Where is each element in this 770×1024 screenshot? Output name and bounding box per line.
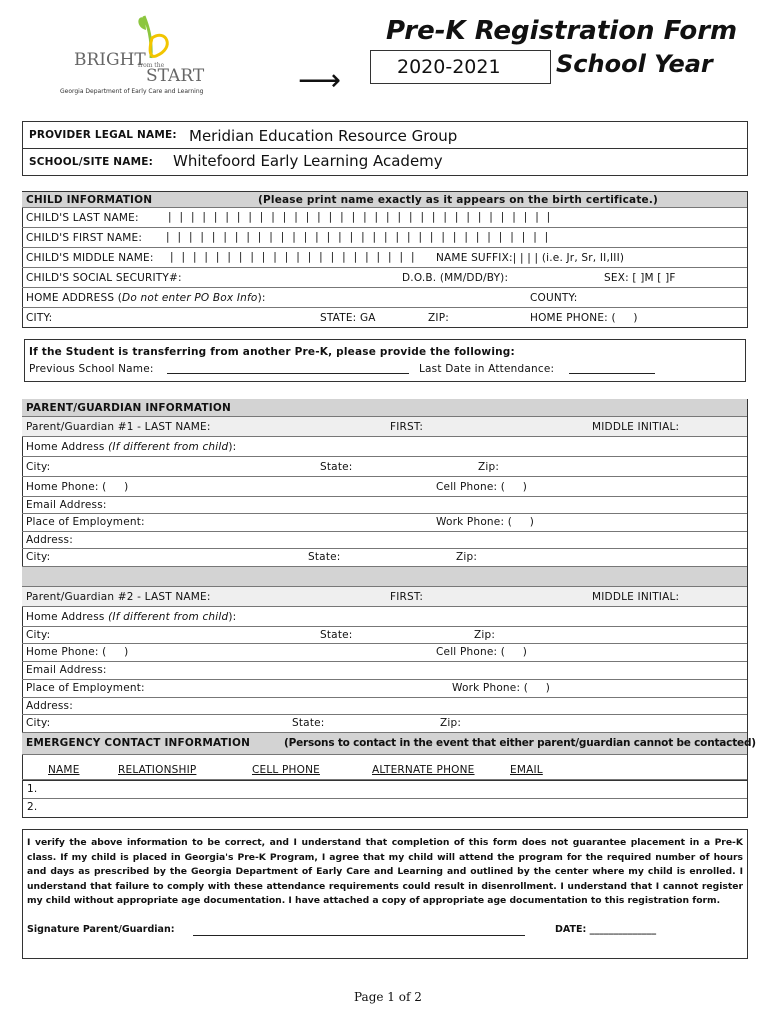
col-email: EMAIL xyxy=(510,764,543,776)
logo-bright: BRIGHT xyxy=(74,50,146,70)
child-ssn-row[interactable]: CHILD'S SOCIAL SECURITY#: D.O.B. (MM/DD/BY): SEX: [ ]M [ ]F xyxy=(22,268,747,288)
state-field: STATE: GA xyxy=(320,312,376,324)
guardian1-employment-row[interactable]: Place of Employment: Work Phone: ( ) xyxy=(22,514,747,532)
guardian1-address-row[interactable]: Home Address (If different from child): xyxy=(22,437,747,457)
signature-date[interactable]: DATE: ______________ xyxy=(555,924,657,935)
transfer-section: If the Student is transferring from another Pre-K, please provide the following: Previous School Name: Last Date in Attendance: xyxy=(24,339,746,382)
guardian1-city-row[interactable]: City: State: Zip: xyxy=(22,457,747,477)
signature-input[interactable] xyxy=(193,935,525,936)
child-header: CHILD INFORMATION (Please print name exactly as it appears on the birth certificate.) xyxy=(22,191,747,208)
guardian2-name-row[interactable]: Parent/Guardian #2 - LAST NAME: FIRST: MIDDLE INITIAL: xyxy=(22,587,747,607)
child-first-name-row[interactable]: CHILD'S FIRST NAME: | | | | | | | | | | | | | | | | | | | | | | | | | | | | | | | | | | xyxy=(22,228,747,248)
guardian1-email-row[interactable]: Email Address: xyxy=(22,497,747,514)
middle-name-boxes[interactable]: | | | | | | | | | | | | | | | | | | | | | | xyxy=(170,251,417,263)
child-middle-name-row[interactable]: CHILD'S MIDDLE NAME: | | | | | | | | | | | | | | | | | | | | | | NAME SUFFIX:| | | | (i.e. Jr, Sr, II,III) xyxy=(22,248,747,268)
site-name-label: SCHOOL/SITE NAME: xyxy=(29,156,154,168)
logo xyxy=(56,8,206,98)
guardian2-address-row[interactable]: Home Address (If different from child): xyxy=(22,607,747,627)
guardian1-work-address-row[interactable]: Address: xyxy=(22,532,747,549)
guardian-divider xyxy=(22,567,747,587)
col-alternate-phone: ALTERNATE PHONE xyxy=(372,764,475,776)
child-address-row[interactable]: HOME ADDRESS (Do not enter PO Box Info): COUNTY: xyxy=(22,288,747,308)
school-year: 2020-2021 xyxy=(397,56,501,78)
guardian2-work-address-row[interactable]: Address: xyxy=(22,698,747,715)
guardian2-email-row[interactable]: Email Address: xyxy=(22,662,747,680)
school-year-label: School Year xyxy=(556,50,713,78)
child-city-row[interactable]: CITY: STATE: GA ZIP: HOME PHONE: ( ) xyxy=(26,312,638,324)
dob-field[interactable]: D.O.B. (MM/DD/BY): xyxy=(402,272,509,284)
emergency-row-2[interactable]: 2. xyxy=(27,801,38,813)
county-field[interactable]: COUNTY: xyxy=(530,292,578,304)
first-name-boxes[interactable]: | | | | | | | | | | | | | | | | | | | | | | | | | | | | | | | | | | xyxy=(166,231,551,243)
page-number: Page 1 of 2 xyxy=(354,990,422,1004)
last-date-input[interactable] xyxy=(569,373,655,374)
emergency-header: EMERGENCY CONTACT INFORMATION (Persons to contact in the event that either parent/guardian cannot be contacted) xyxy=(22,733,747,755)
col-cell-phone: CELL PHONE xyxy=(252,764,320,776)
logo-dept: Georgia Department of Early Care and Learning xyxy=(60,88,204,95)
zip-field[interactable]: ZIP: xyxy=(428,312,449,324)
logo-start: START xyxy=(146,66,205,86)
emergency-rows xyxy=(22,780,748,818)
provider-section xyxy=(22,121,748,176)
provider-legal-value[interactable]: Meridian Education Resource Group xyxy=(189,127,458,145)
provider-legal-label: PROVIDER LEGAL NAME: xyxy=(29,129,177,141)
previous-school-input[interactable] xyxy=(167,373,409,374)
guardian1-work-city-row[interactable]: City: State: Zip: xyxy=(22,549,747,567)
last-name-boxes[interactable]: | | | | | | | | | | | | | | | | | | | | | | | | | | | | | | | | | | xyxy=(168,211,553,223)
form-title: Pre-K Registration Form xyxy=(386,16,738,46)
logo-from: from the xyxy=(138,62,165,69)
guardian1-name-row[interactable]: Parent/Guardian #1 - LAST NAME: FIRST: MIDDLE INITIAL: xyxy=(22,417,747,437)
arrow-icon: ⟶ xyxy=(298,63,342,98)
site-name-value[interactable]: Whitefoord Early Learning Academy xyxy=(173,152,443,170)
name-suffix[interactable]: NAME SUFFIX:| | | | (i.e. Jr, Sr, II,III) xyxy=(436,252,625,264)
home-phone-field[interactable]: HOME PHONE: ( ) xyxy=(530,312,638,324)
guardian1-phone-row[interactable]: Home Phone: ( ) Cell Phone: ( ) xyxy=(22,477,747,497)
sex-field[interactable]: SEX: [ ]M [ ]F xyxy=(604,272,676,284)
guardian2-phone-row[interactable]: Home Phone: ( ) Cell Phone: ( ) xyxy=(22,644,747,662)
guardian2-employment-row[interactable]: Place of Employment: Work Phone: ( ) xyxy=(22,680,747,698)
emergency-row-1[interactable]: 1. xyxy=(27,783,38,795)
child-last-name-row[interactable]: CHILD'S LAST NAME: | | | | | | | | | | | | | | | | | | | | | | | | | | | | | | | | | | xyxy=(22,208,747,228)
verification-text: I verify the above information to be correct, and I understand that completion of this form does not guarantee placement in a Pre-K class. If my child is placed in Georgia's Pre-K Program, I agree that my child will attend the program for the required number of hours and days as prescribed by the Georgia Department of Early Care and Learning and outlined by the center where my child is enrolled. I understand that failure to comply with these attendance requirements could result in disenrollment. I understand that I cannot register my child without appropriate age documentation. I have attached a copy of appropriate age documentation to this registration form. xyxy=(27,837,743,906)
guardian2-city-row[interactable]: City: State: Zip: xyxy=(22,627,747,644)
year-box xyxy=(370,50,551,84)
emergency-columns-row xyxy=(22,755,747,780)
verification-section: I verify the above information to be correct, and I understand that completion of this form does not guarantee placement in a Pre-K class. If my child is placed in Georgia's Pre-K Program, I agree that my child will attend the program for the required number of hours and days as prescribed by the Georgia Department of Early Care and Learning and outlined by the center where my child is enrolled. I understand that failure to comply with these attendance requirements could result in disenrollment. I understand that I cannot register my child without appropriate age documentation. I have attached a copy of appropriate age documentation to this registration form. Signature Parent/Guardian: DATE: ______________ xyxy=(22,829,748,959)
guardian2-work-city-row[interactable]: City: State: Zip: xyxy=(22,715,747,733)
col-relationship: RELATIONSHIP xyxy=(118,764,197,776)
parent-header: PARENT/GUARDIAN INFORMATION xyxy=(22,399,747,417)
col-name: NAME xyxy=(48,764,80,776)
